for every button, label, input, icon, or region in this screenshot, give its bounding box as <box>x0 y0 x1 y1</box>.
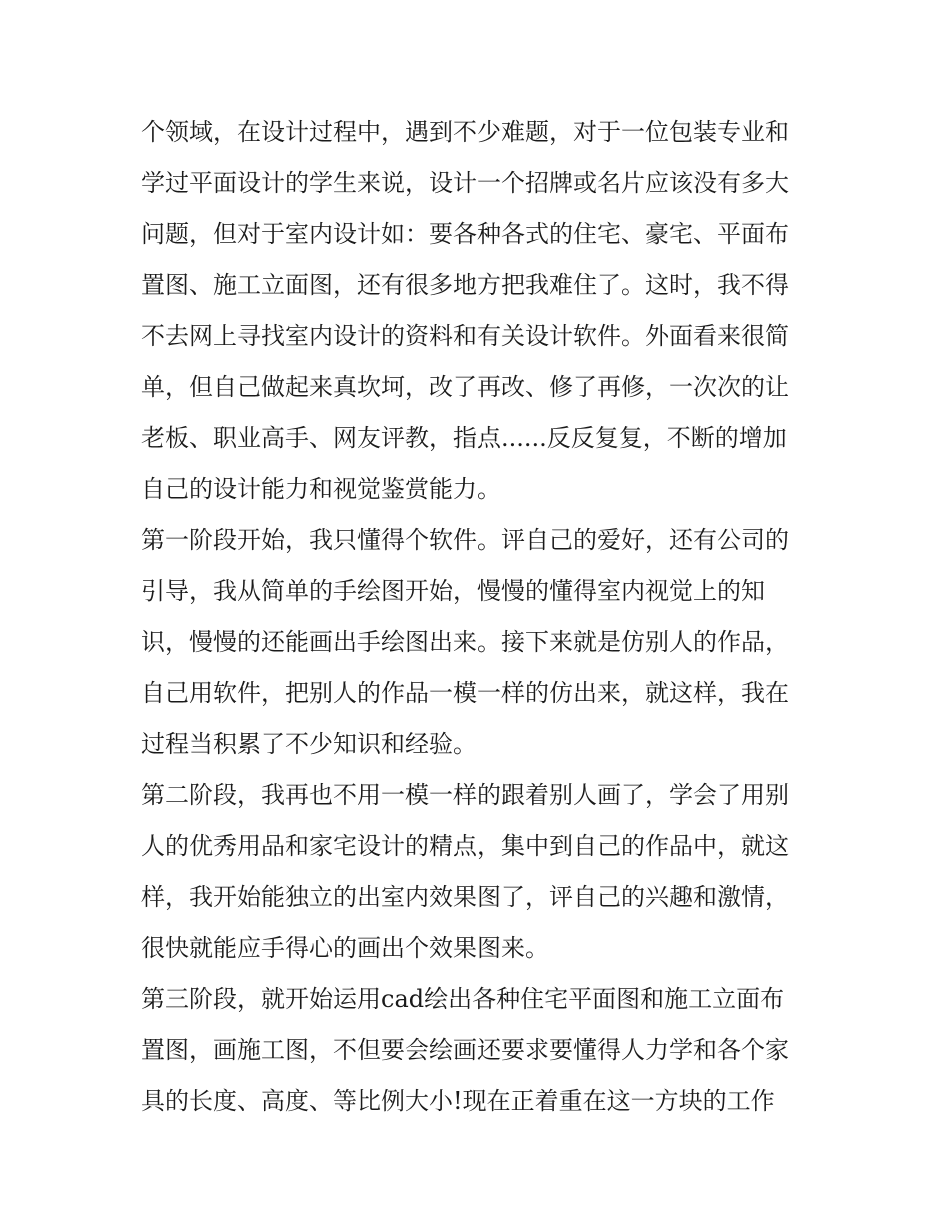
text-line: 第二阶段，我再也不用一模一样的跟着别人画了，学会了用别 <box>141 781 789 809</box>
text-line: 问题，但对于室内设计如：要各种各式的住宅、豪宅、平面布 <box>141 220 789 248</box>
text-line: 自己用软件，把别人的作品一模一样的仿出来，就这样，我在 <box>141 679 789 707</box>
text-line: 学过平面设计的学生来说，设计一个招牌或名片应该没有多大 <box>141 169 789 197</box>
text-line: 第一阶段开始，我只懂得个软件。评自己的爱好，还有公司的 <box>141 526 789 554</box>
text-line: 置图、施工立面图，还有很多地方把我难住了。这时，我不得 <box>141 271 789 299</box>
text-line: 识，慢慢的还能画出手绘图出来。接下来就是仿别人的作品， <box>141 628 789 656</box>
body-text <box>141 107 821 1127</box>
text-line: 引导，我从简单的手绘图开始，慢慢的懂得室内视觉上的知 <box>141 577 765 605</box>
text-line: 老板、职业高手、网友评教，指点......反反复复，不断的增加 <box>141 424 787 452</box>
text-line: 单，但自己做起来真坎坷，改了再改、修了再修，一次次的让 <box>141 373 789 401</box>
text-line: 置图，画施工图，不但要会绘画还要求要懂得人力学和各个家 <box>141 1036 789 1064</box>
text-line: 具的长度、高度、等比例大小!现在正着重在这一方块的工作 <box>141 1087 775 1115</box>
text-line: 不去网上寻找室内设计的资料和有关设计软件。外面看来很简 <box>141 322 789 350</box>
text-line: 很快就能应手得心的画出个效果图来。 <box>141 934 549 962</box>
text-line: 自己的设计能力和视觉鉴赏能力。 <box>141 475 501 503</box>
text-line: 过程当积累了不少知识和经验。 <box>141 730 477 758</box>
text-line: 样，我开始能独立的出室内效果图了，评自己的兴趣和激情， <box>141 883 789 911</box>
text-line: 个领域，在设计过程中，遇到不少难题，对于一位包装专业和 <box>141 118 789 146</box>
text-line: 人的优秀用品和家宅设计的精点，集中到自己的作品中，就这 <box>141 832 789 860</box>
text-line: 第三阶段，就开始运用cad绘出各种住宅平面图和施工立面布 <box>141 985 785 1013</box>
